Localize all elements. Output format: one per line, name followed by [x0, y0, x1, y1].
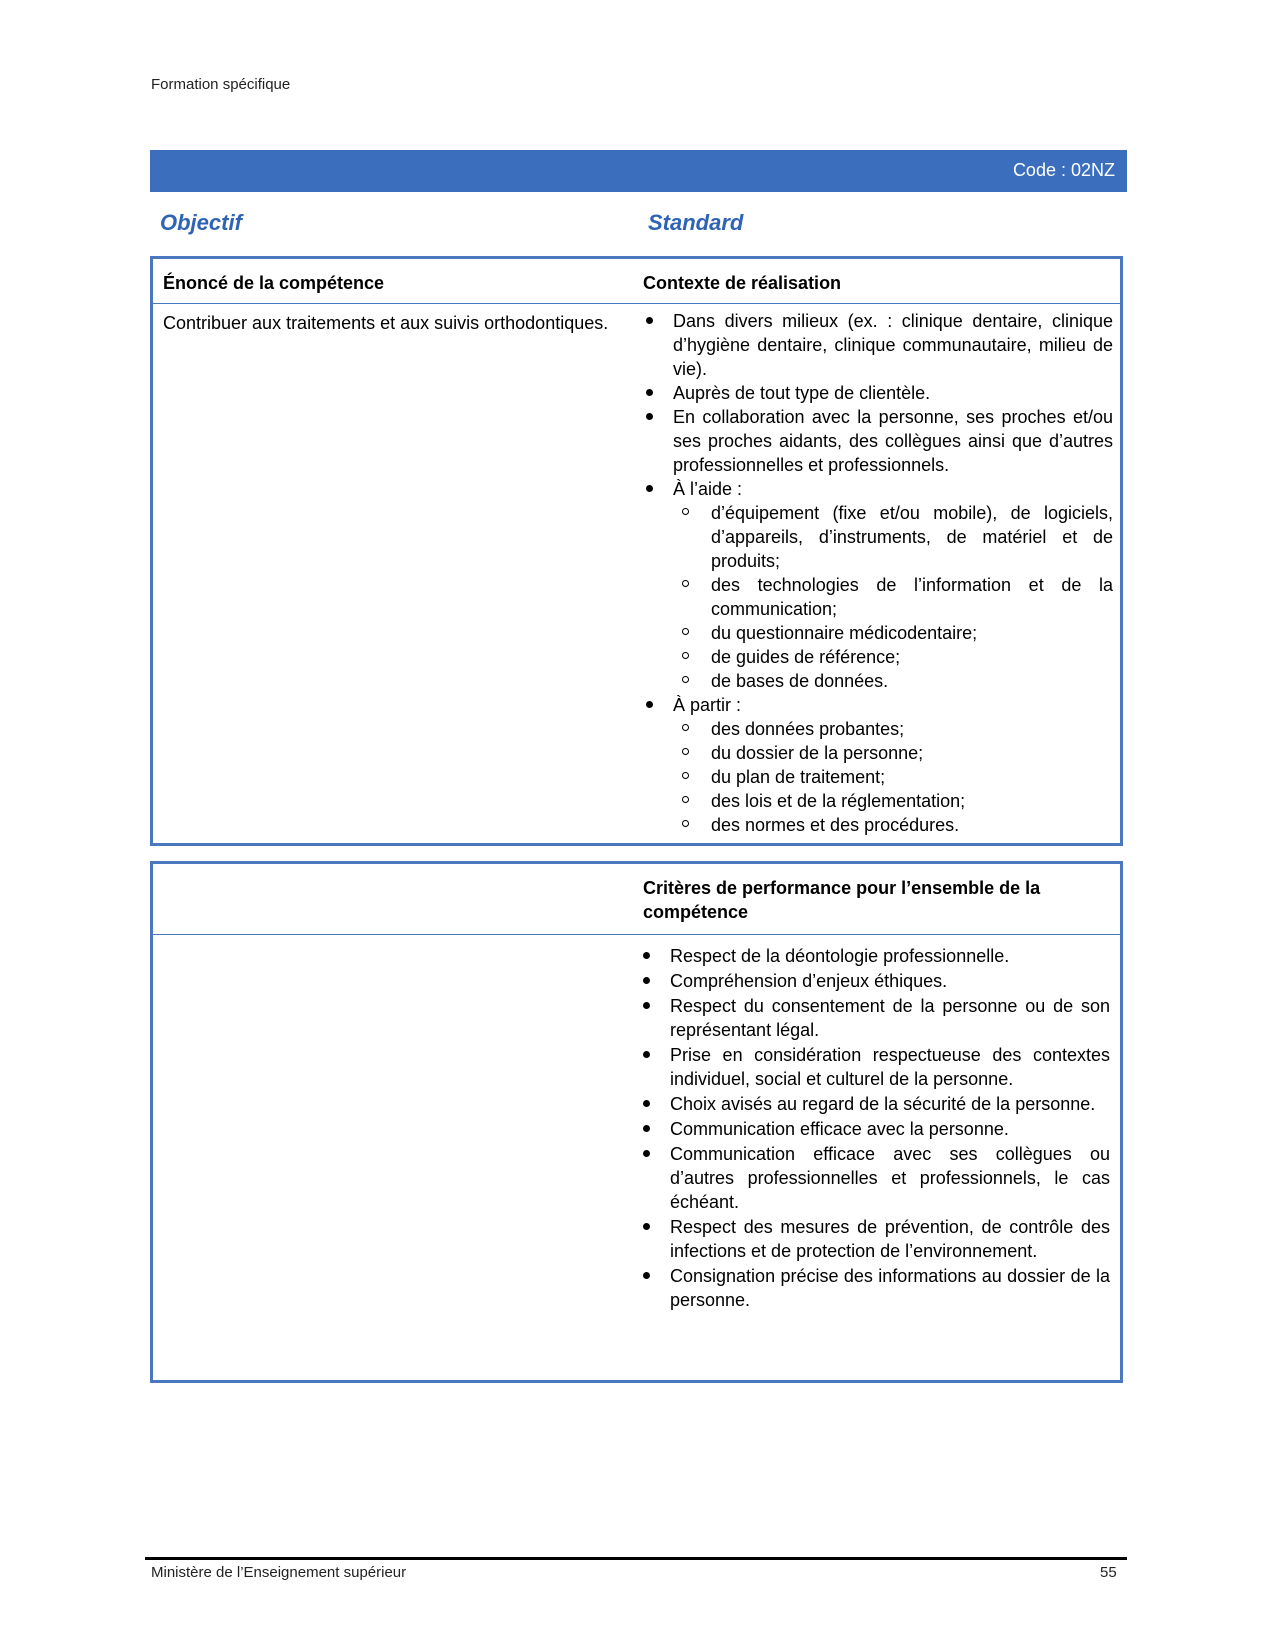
context-subitem: des technologies de l’information et de la communication; — [673, 573, 1113, 621]
criteria-list — [640, 944, 1110, 1312]
criterion-item: Prise en considération respectueuse des contextes individuel, social et culturel de la personne. — [640, 1043, 1110, 1091]
context-item — [643, 381, 1113, 405]
footer-rule — [145, 1557, 1127, 1560]
context-item-text: Auprès de tout type de clientèle. — [673, 383, 931, 403]
context-subitem: des données probantes; — [673, 717, 1113, 741]
criterion-item: Respect du consentement de la personne ou de son représentant légal. — [640, 994, 1110, 1042]
competence-statement: Contribuer aux traitements et aux suivis orthodontiques. — [163, 313, 609, 333]
criterion-item: Communication efficace avec ses collègues ou d’autres professionnelles et professionnels, le cas échéant. — [640, 1142, 1110, 1214]
context-item-text: À l’aide : — [673, 479, 743, 499]
criterion-item: Choix avisés au regard de la sécurité de la personne. — [640, 1092, 1110, 1116]
context-subitem: des lois et de la réglementation; — [673, 789, 1113, 813]
criteria-list-container — [640, 944, 1110, 1313]
context-subitem: de bases de données. — [673, 669, 1113, 693]
context-subitem: du plan de traitement; — [673, 765, 1113, 789]
competence-table-header — [153, 259, 1120, 304]
criterion-item: Consignation précise des informations au dossier de la personne. — [640, 1264, 1110, 1312]
statement-header: Énoncé de la compétence — [163, 273, 385, 293]
performance-table — [150, 861, 1123, 1383]
context-list-container — [643, 309, 1113, 837]
context-item-text: En collaboration avec la personne, ses proches et/ou ses proches aidants, des collègues ainsi que d’autres professionnelles et professionnels. — [673, 407, 1113, 475]
context-subitem: d’équipement (fixe et/ou mobile), de logiciels, d’appareils, d’instruments, de matériel et de produits; — [673, 501, 1113, 573]
footer-ministry: Ministère de l’Enseignement supérieur — [151, 1564, 407, 1581]
standard-heading: Standard — [648, 210, 744, 235]
context-item — [643, 309, 1113, 381]
context-sublist — [673, 501, 1113, 693]
context-subitem: de guides de référence; — [673, 645, 1113, 669]
criteria-header: Critères de performance pour l’ensemble de la compétence — [643, 878, 1041, 922]
context-item-text: À partir : — [673, 695, 742, 715]
page-number: 55 — [1100, 1564, 1117, 1581]
context-subitem: du dossier de la personne; — [673, 741, 1113, 765]
competency-code: Code : 02NZ — [1012, 160, 1115, 180]
context-list — [643, 309, 1113, 837]
context-sublist — [673, 717, 1113, 837]
context-item — [643, 477, 1113, 693]
context-subitem: du questionnaire médicodentaire; — [673, 621, 1113, 645]
running-header: Formation spécifique — [151, 76, 291, 93]
criterion-item: Respect des mesures de prévention, de contrôle des infections et de protection de l’environnement. — [640, 1215, 1110, 1263]
criterion-item: Respect de la déontologie professionnelle. — [640, 944, 1110, 968]
criterion-item: Communication efficace avec la personne. — [640, 1117, 1110, 1141]
context-item — [643, 693, 1113, 837]
objective-heading: Objectif — [160, 210, 242, 235]
context-item-text: Dans divers milieux (ex. : clinique dentaire, clinique d’hygiène dentaire, clinique communautaire, milieu de vie). — [673, 311, 1113, 379]
competence-table — [150, 256, 1123, 846]
performance-table-header — [153, 864, 1120, 935]
code-bar — [150, 150, 1127, 192]
context-subitem: des normes et des procédures. — [673, 813, 1113, 837]
criterion-item: Compréhension d’enjeux éthiques. — [640, 969, 1110, 993]
context-item — [643, 405, 1113, 477]
context-header: Contexte de réalisation — [643, 273, 842, 293]
